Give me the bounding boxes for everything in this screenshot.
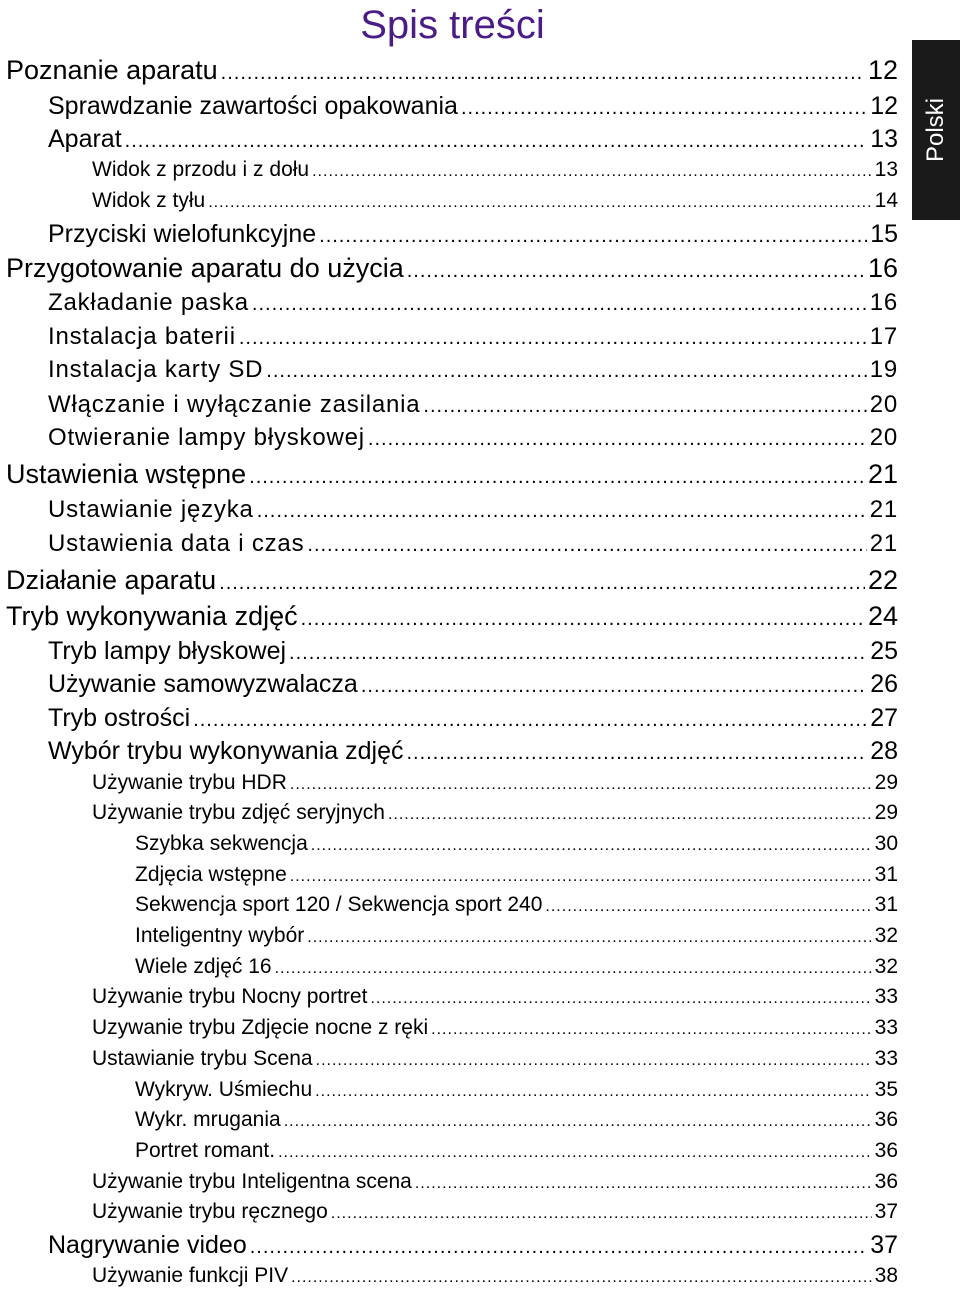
toc-entry-page: 33 [874, 985, 898, 1008]
toc-entry[interactable] [48, 289, 898, 317]
toc-entry[interactable] [48, 1231, 898, 1260]
toc-entry-page: 26 [870, 670, 898, 698]
toc-entry-page: 27 [870, 704, 898, 732]
toc-dot-leader [388, 806, 872, 824]
toc-entry[interactable] [48, 356, 898, 384]
toc-entry-title: Ustawianie trybu Scena [92, 1047, 313, 1070]
toc-dot-leader [289, 642, 867, 665]
toc-entry-page: 21 [869, 530, 898, 557]
toc-entry-page: 13 [870, 125, 898, 153]
toc-entry[interactable] [48, 496, 898, 524]
toc-entry-title: Wykryw. Uśmiechu [135, 1078, 313, 1101]
toc-entry-title: Instalacja karty SD [48, 356, 264, 383]
toc-entry-page: 36 [874, 1170, 898, 1193]
toc-dot-leader [208, 194, 871, 212]
toc-entry[interactable] [48, 530, 898, 558]
toc-entry[interactable] [92, 1170, 898, 1194]
toc-entry-title: Poznanie aparatu [6, 55, 218, 85]
toc-entry-title: Szybka sekwencja [135, 832, 308, 855]
toc-entry-page: 16 [867, 253, 898, 283]
toc-entry[interactable] [48, 220, 898, 249]
toc-entry-title: Ustawianie języka [48, 496, 254, 523]
toc-entry[interactable] [135, 955, 898, 979]
toc-entry[interactable] [92, 1047, 898, 1071]
toc-entry[interactable] [48, 323, 898, 351]
toc-entry-page: 31 [874, 893, 898, 916]
toc-entry-page: 38 [874, 1264, 898, 1287]
toc-entry-page: 16 [869, 289, 898, 316]
toc-entry[interactable] [135, 832, 898, 856]
toc-dot-leader [301, 608, 865, 631]
toc-dot-leader [125, 130, 868, 153]
toc-entry-title: Wykr. mrugania [135, 1108, 281, 1131]
toc-entry[interactable] [92, 1016, 898, 1040]
toc-entry[interactable] [48, 424, 898, 452]
toc-entry-title: Przygotowanie aparatu do użycia [6, 253, 404, 283]
toc-entry-title: Używanie samowyzwalacza [48, 670, 358, 698]
toc-entry-title: Używanie funkcji PIV [92, 1264, 289, 1287]
toc-entry-page: 32 [874, 924, 898, 947]
toc-entry-title: Widok z tyłu [92, 189, 206, 212]
toc-entry-page: 29 [874, 771, 898, 794]
toc-dot-leader [316, 1052, 872, 1070]
toc-entry-page: 37 [870, 1231, 898, 1259]
toc-entry[interactable] [6, 565, 898, 596]
toc-entry-title: Nagrywanie video [48, 1231, 247, 1259]
toc-dot-leader [290, 868, 872, 886]
toc-dot-leader [461, 97, 867, 120]
toc-entry-title: Inteligentny wybór [135, 924, 305, 947]
toc-entry-title: Otwieranie lampy błyskowej [48, 424, 365, 451]
page-title: Spis treści [360, 3, 545, 47]
toc-entry-page: 30 [874, 832, 898, 855]
toc-entry-page: 22 [867, 565, 898, 595]
toc-entry-title: Działanie aparatu [6, 565, 217, 595]
toc-entry-title: Przyciski wielofunkcyjne [48, 220, 317, 248]
toc-entry[interactable] [48, 391, 898, 419]
toc-entry-page: 36 [874, 1108, 898, 1131]
toc-dot-leader [307, 929, 871, 947]
toc-dot-leader [319, 225, 867, 248]
toc-dot-leader [239, 327, 867, 350]
toc-entry-page: 14 [874, 189, 898, 212]
toc-entry[interactable] [92, 1264, 898, 1288]
toc-dot-leader [361, 675, 867, 698]
toc-entry-page: 19 [869, 356, 898, 383]
toc-entry-page: 37 [874, 1200, 898, 1223]
toc-dot-leader [312, 163, 872, 181]
toc-entry-title: Używanie trybu Nocny portret [92, 985, 368, 1008]
toc-dot-leader [219, 572, 865, 595]
toc-dot-leader [291, 1269, 872, 1287]
toc-entry-page: 32 [874, 955, 898, 978]
toc-entry-page: 20 [869, 424, 898, 451]
toc-dot-leader [252, 293, 867, 316]
toc-dot-leader [250, 1236, 867, 1259]
toc-entry[interactable] [6, 55, 898, 86]
toc-dot-leader [423, 395, 866, 418]
toc-entry-title: Aparat [48, 125, 122, 153]
toc-entry[interactable] [48, 125, 898, 154]
language-tab-label: Polski [922, 97, 949, 163]
toc-entry-page: 15 [870, 220, 898, 248]
toc-dot-leader [431, 1021, 871, 1039]
toc-entry-page: 31 [874, 863, 898, 886]
toc-entry-page: 33 [874, 1016, 898, 1039]
toc-dot-leader [275, 960, 872, 978]
toc-entry-title: Instalacja baterii [48, 323, 236, 350]
toc-entry[interactable] [48, 637, 898, 666]
toc-entry-title: Zakładanie paska [48, 289, 249, 316]
toc-entry-page: 28 [870, 737, 898, 765]
toc-entry[interactable] [6, 459, 898, 490]
toc-entry-page: 29 [874, 801, 898, 824]
toc-dot-leader [193, 709, 867, 732]
toc-entry-page: 12 [867, 55, 898, 85]
toc-dot-leader [368, 428, 867, 451]
toc-entry-title: Używanie trybu ręcznego [92, 1200, 328, 1223]
toc-dot-leader [290, 776, 872, 794]
toc-entry[interactable] [92, 189, 898, 213]
toc-entry[interactable] [135, 924, 898, 948]
toc-entry[interactable] [92, 801, 898, 825]
toc-entry[interactable] [6, 253, 898, 284]
toc-entry-title: Widok z przodu i z dołu [92, 158, 310, 181]
toc-entry-page: 21 [867, 459, 898, 489]
toc-entry-page: 25 [870, 637, 898, 665]
toc-entry-title: Tryb lampy błyskowej [48, 637, 287, 665]
toc-entry-title: Ustawienia wstępne [6, 459, 247, 489]
toc-entry-title: Sprawdzanie zawartości opakowania [48, 92, 458, 120]
toc-dot-leader [311, 837, 872, 855]
toc-entry[interactable] [135, 1139, 898, 1163]
toc-entry-page: 20 [869, 391, 898, 418]
toc-dot-leader [407, 260, 865, 283]
toc-entry-page: 35 [874, 1078, 898, 1101]
toc-entry-title: Ustawienia data i czas [48, 530, 305, 557]
toc-dot-leader [331, 1205, 872, 1223]
toc-entry-title: Używanie trybu HDR [92, 771, 287, 794]
toc-entry[interactable] [92, 158, 898, 182]
toc-dot-leader [415, 1175, 872, 1193]
toc-entry-title: Używanie trybu zdjęć seryjnych [92, 801, 385, 824]
toc-dot-leader [315, 1083, 871, 1101]
toc-dot-leader [249, 466, 865, 489]
toc-entry[interactable] [48, 670, 898, 699]
toc-dot-leader [266, 360, 866, 383]
toc-entry-page: 12 [870, 92, 898, 120]
toc-entry-page: 17 [869, 323, 898, 350]
toc-entry-title: Używanie trybu Inteligentna scena [92, 1170, 412, 1193]
toc-entry-page: 24 [867, 601, 898, 631]
toc-entry-title: Wiele zdjęć 16 [135, 955, 272, 978]
toc-entry[interactable] [92, 985, 898, 1009]
toc-entry-page: 36 [874, 1139, 898, 1162]
toc-entry-title: Wybór trybu wykonywania zdjęć [48, 737, 404, 765]
toc-entry[interactable] [48, 704, 898, 733]
toc-entry[interactable] [135, 863, 898, 887]
toc-entry[interactable] [6, 601, 898, 632]
toc-entry-title: Zdjęcia wstępne [135, 863, 287, 886]
toc-dot-leader [221, 62, 865, 85]
toc-entry-page: 13 [874, 158, 898, 181]
toc-entry-page: 21 [869, 496, 898, 523]
toc-entry[interactable] [135, 1108, 898, 1132]
toc-dot-leader [284, 1113, 872, 1131]
toc-entry[interactable] [135, 893, 898, 917]
toc-entry-title: Tryb ostrości [48, 704, 191, 732]
toc-dot-leader [278, 1144, 872, 1162]
toc-dot-leader [545, 898, 871, 916]
toc-entry-title: Portret romant. [135, 1139, 276, 1162]
toc-entry[interactable] [92, 1200, 898, 1224]
toc-entry-page: 33 [874, 1047, 898, 1070]
toc-entry[interactable] [92, 771, 898, 795]
toc-dot-leader [406, 742, 867, 765]
toc-entry-title: Włączanie i wyłączanie zasilania [48, 391, 421, 418]
toc-dot-leader [257, 500, 867, 523]
toc-entry[interactable] [48, 92, 898, 121]
toc-dot-leader [370, 990, 871, 1008]
toc-entry[interactable] [135, 1078, 898, 1102]
toc-entry-title: Sekwencja sport 120 / Sekwencja sport 240 [135, 893, 543, 916]
toc-dot-leader [307, 534, 866, 557]
toc-entry-title: Tryb wykonywania zdjęć [6, 601, 298, 631]
toc-entry-title: Uzywanie trybu Zdjęcie nocne z ręki [92, 1016, 429, 1039]
toc-entry[interactable] [48, 737, 898, 766]
